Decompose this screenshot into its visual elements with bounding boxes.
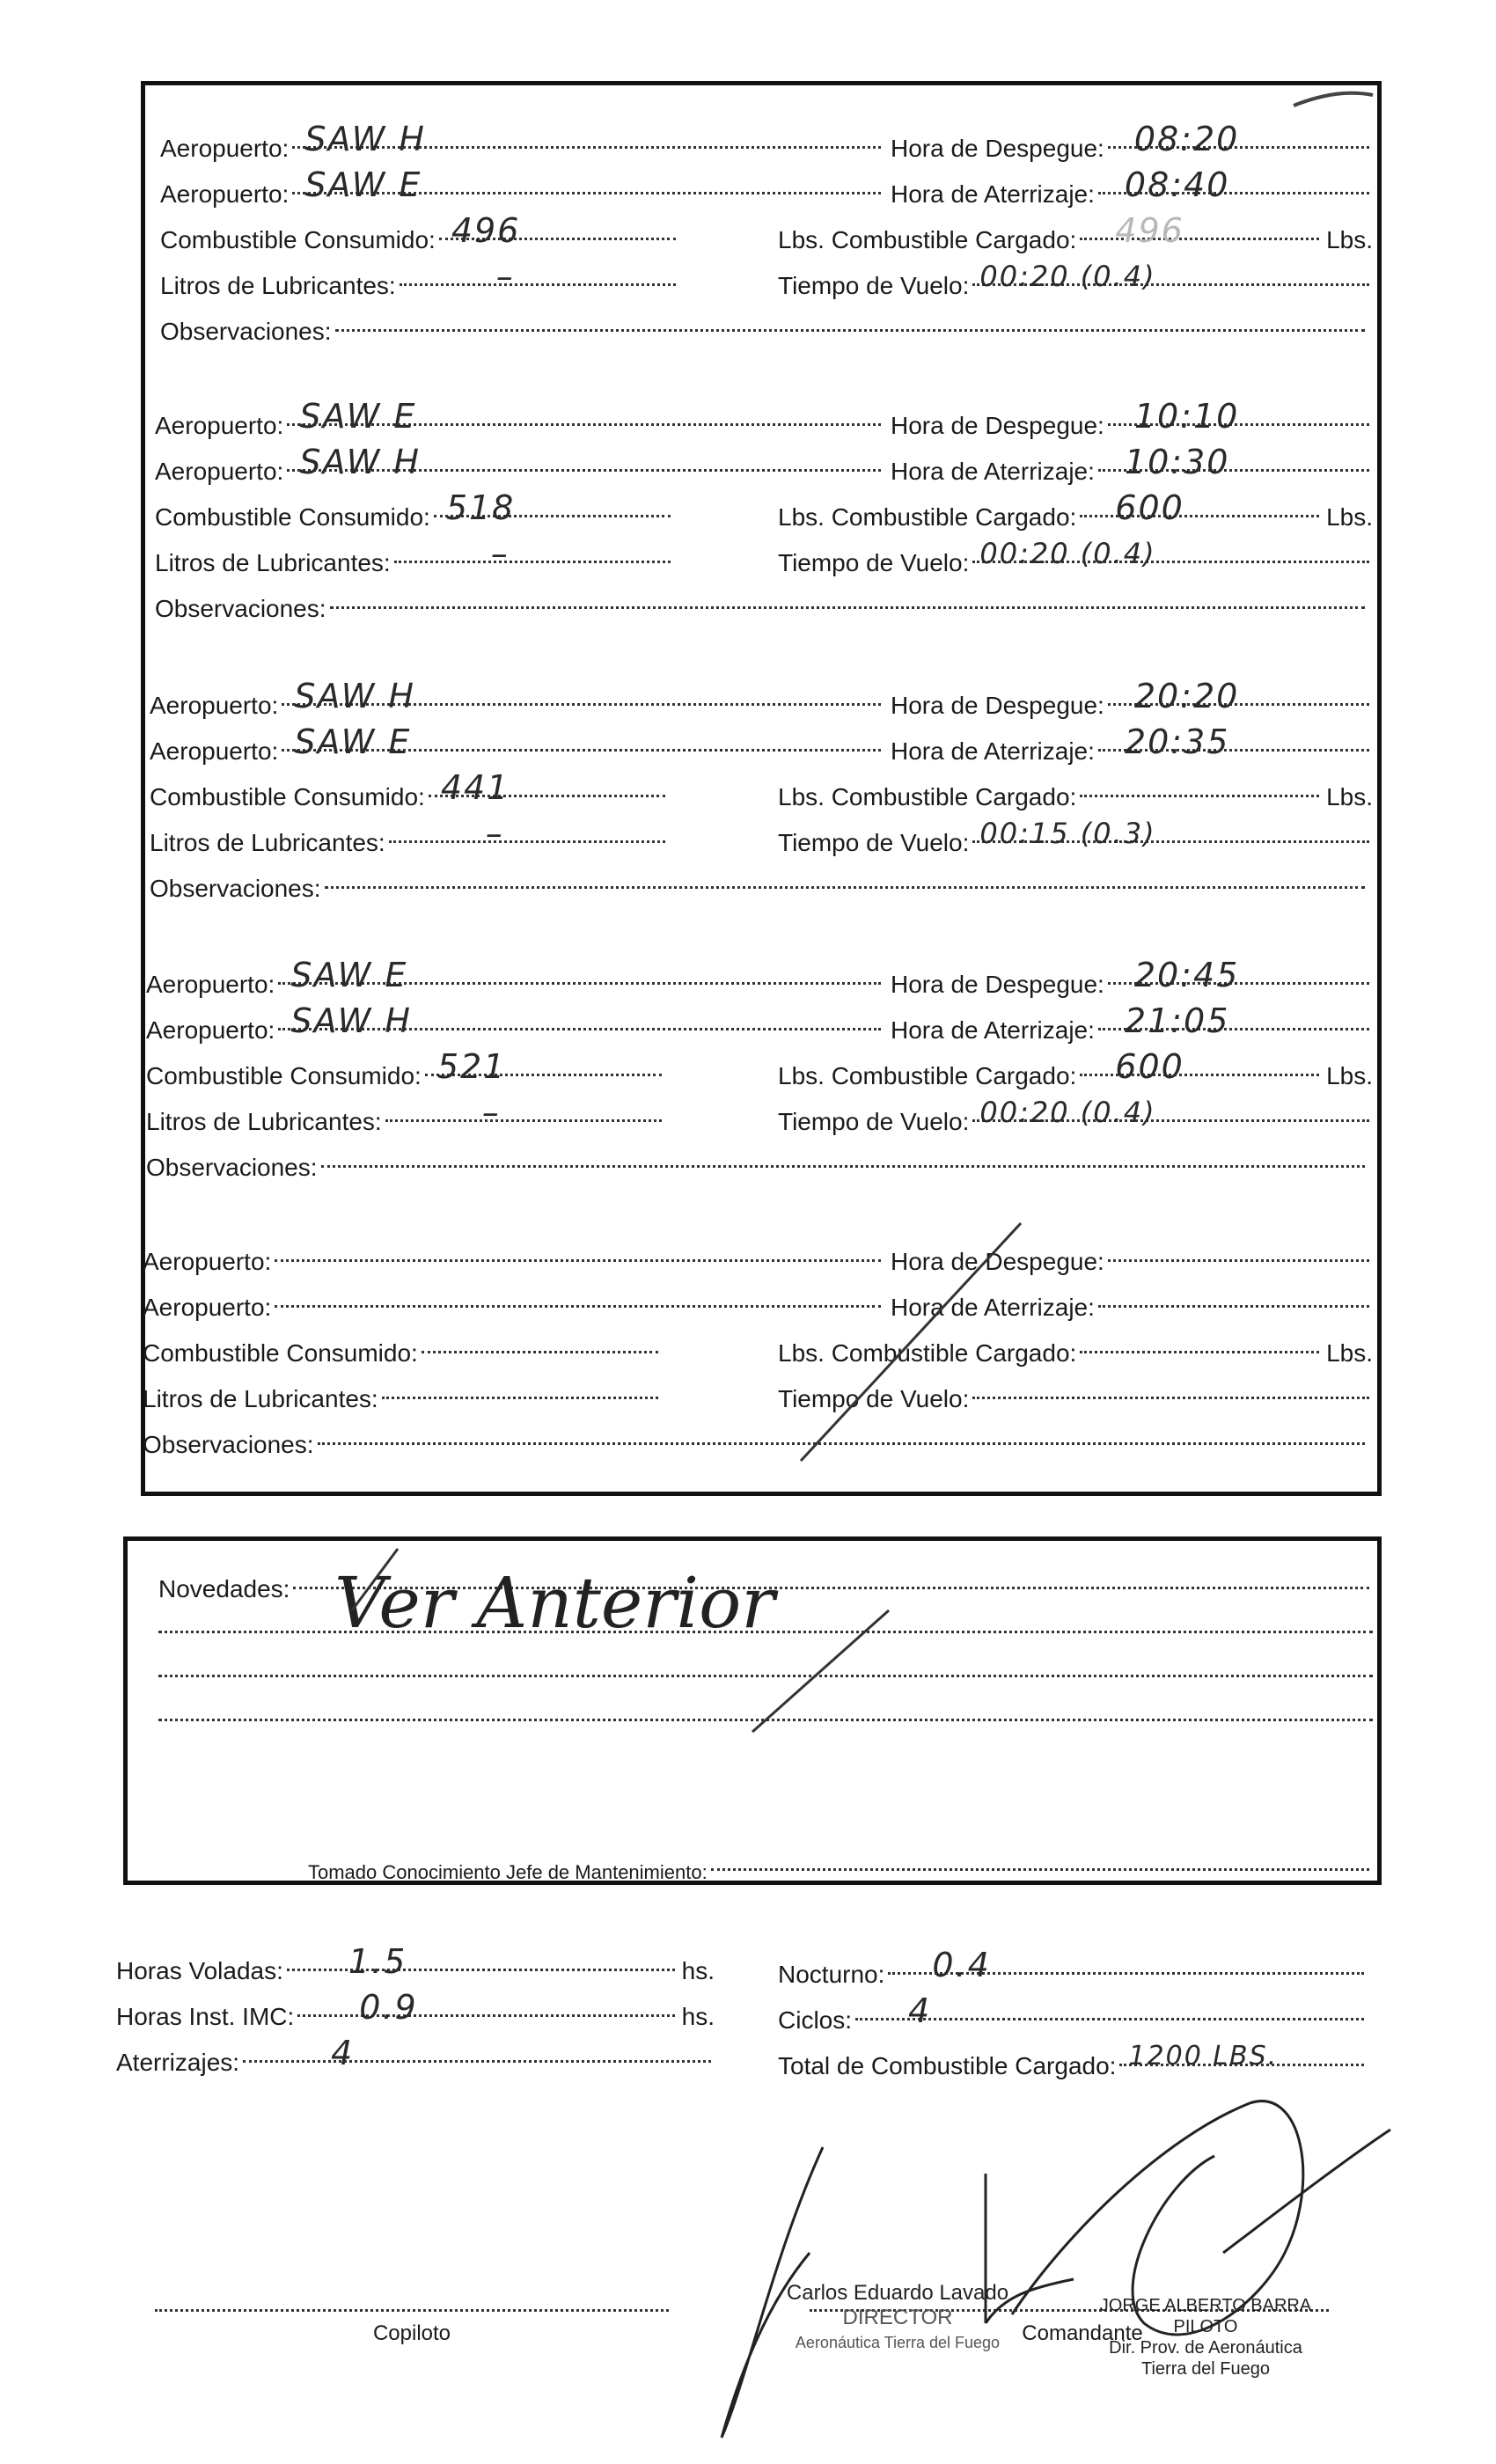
aterrizajes-row: Aterrizajes: 4 [116, 2033, 715, 2068]
leg-4-cargado: 600 [1115, 1047, 1184, 1086]
leg-1-row-3: Combustible Consumido: 496 [160, 210, 679, 246]
leg-2-consumido: 518 [445, 488, 516, 527]
leg-3-row-2: Aeropuerto: SAW E [150, 722, 884, 757]
leg-1-aterrizaje: 08:40 [1124, 165, 1230, 204]
comandante-label: Comandante [1022, 2321, 1143, 2345]
leg-1-row-5: Observaciones: [160, 302, 1368, 337]
leg-5-row-4: Litros de Lubricantes: [143, 1369, 662, 1404]
leg-2-origen: SAW E [299, 397, 417, 436]
leg-1-row-4: Litros de Lubricantes: – [160, 256, 679, 291]
leg-1-row-2-right: Hora de Aterrizaje: 08:40 [891, 165, 1373, 200]
leg-3-tiempo: 00:15 (0.3) [979, 817, 1156, 850]
piloto-stamp: JORGE ALBERTO BARRA PILOTO Dir. Prov. de Aeronáutica Tierra del Fuego [1099, 2296, 1312, 2379]
leg-4-destino: SAW H [290, 1001, 413, 1040]
leg-3-row-3: Combustible Consumido: 441 [150, 767, 669, 803]
leg-4-row-4: Litros de Lubricantes: – [146, 1092, 665, 1127]
total-combustible-value: 1200 LBS. [1128, 2041, 1279, 2072]
leg-1-origen: SAW H [304, 120, 427, 158]
leg-2-row-1-right: Hora de Despegue: 10:10 [891, 396, 1373, 431]
leg-1-lubricantes: – [495, 257, 515, 296]
leg-1-row-4-right: Tiempo de Vuelo: 00:20 (0.4) [778, 256, 1373, 291]
leg-2-tiempo: 00:20 (0.4) [979, 537, 1156, 570]
tick-top-right [1294, 93, 1373, 106]
leg-1-cargado: 496 [1115, 211, 1184, 250]
leg-5-row-1: Aeropuerto: [143, 1232, 884, 1267]
leg-3-row-4: Litros de Lubricantes: – [150, 813, 669, 848]
aterrizajes-value: 4 [331, 2034, 355, 2072]
leg-4-row-1-right: Hora de Despegue: 20:45 [891, 955, 1373, 990]
horas-imc-row: Horas Inst. IMC: 0.9 hs. [116, 1987, 715, 2022]
strike-empty-leg [801, 1223, 1021, 1461]
total-combustible-row: Total de Combustible Cargado: 1200 LBS. [778, 2036, 1368, 2072]
leg-1-tiempo: 00:20 (0.4) [979, 260, 1156, 293]
leg-4-row-4-right: Tiempo de Vuelo: 00:20 (0.4) [778, 1092, 1373, 1127]
leg-1-row-3-right: Lbs. Combustible Cargado: 496 Lbs. [778, 210, 1373, 246]
leg-3-despegue: 20:20 [1133, 677, 1240, 715]
leg-2-despegue: 10:10 [1133, 397, 1240, 436]
leg-2-row-2-right: Hora de Aterrizaje: 10:30 [891, 442, 1373, 477]
leg-3-origen: SAW H [294, 677, 416, 715]
leg-4-aterrizaje: 21:05 [1124, 1001, 1230, 1040]
leg-5-row-3: Combustible Consumido: [143, 1324, 662, 1359]
leg-2-row-1: Aeropuerto: SAW E [155, 396, 884, 431]
leg-4-row-2: Aeropuerto: SAW H [146, 1001, 884, 1036]
leg-1-row-1-right: Hora de Despegue: 08:20 [891, 119, 1373, 154]
leg-5-row-2-right: Hora de Aterrizaje: [891, 1278, 1373, 1313]
leg-3-row-2-right: Hora de Aterrizaje: 20:35 [891, 722, 1373, 757]
leg-4-row-5: Observaciones: [146, 1138, 1368, 1173]
leg-5-row-1-right: Hora de Despegue: [891, 1232, 1373, 1267]
nocturno-row: Nocturno: 0.4 [778, 1945, 1368, 1980]
leg-4-row-1: Aeropuerto: SAW E [146, 955, 884, 990]
leg-4-lubricantes: – [481, 1093, 501, 1132]
piloto-signature-icon [1012, 2101, 1390, 2335]
leg-2-aterrizaje: 10:30 [1124, 443, 1230, 481]
leg-2-lubricantes: – [490, 534, 510, 573]
novedades-label: Novedades: [158, 1575, 290, 1602]
leg-3-row-1-right: Hora de Despegue: 20:20 [891, 676, 1373, 711]
leg-3-row-5: Observaciones: [150, 859, 1368, 894]
nocturno-value: 0.4 [932, 1946, 991, 1984]
leg-4-row-3: Combustible Consumido: 521 [146, 1046, 665, 1082]
leg-2-row-2: Aeropuerto: SAW H [155, 442, 884, 477]
leg-5-row-3-right: Lbs. Combustible Cargado: Lbs. [778, 1324, 1373, 1359]
leg-5-row-4-right: Tiempo de Vuelo: [778, 1369, 1373, 1404]
horas-voladas-value: 1.5 [348, 1942, 407, 1981]
leg-1-row-1: Aeropuerto: SAW H [160, 119, 884, 154]
leg-3-row-1: Aeropuerto: SAW H [150, 676, 884, 711]
leg-3-row-3-right: Lbs. Combustible Cargado: Lbs. [778, 767, 1373, 803]
leg-4-origen: SAW E [290, 956, 408, 994]
strike-novedades-top [352, 1549, 398, 1610]
leg-4-despegue: 20:45 [1133, 956, 1240, 994]
leg-5-row-2: Aeropuerto: [143, 1278, 884, 1313]
leg-2-row-5: Observaciones: [155, 579, 1368, 614]
copiloto-label: Copiloto [372, 2321, 451, 2345]
jefe-label: Tomado Conocimiento Jefe de Mantenimiento: [308, 1861, 708, 1883]
director-signature-icon [722, 2147, 1074, 2438]
ciclos-value: 4 [908, 1991, 932, 2030]
leg-1-row-2: Aeropuerto: SAW E [160, 165, 884, 200]
leg-5-row-5: Observaciones: [143, 1415, 1368, 1450]
ciclos-row: Ciclos: 4 [778, 1991, 1368, 2026]
leg-3-destino: SAW E [294, 722, 412, 761]
leg-2-row-4: Litros de Lubricantes: – [155, 533, 674, 568]
leg-2-cargado: 600 [1115, 488, 1184, 527]
leg-1-consumido: 496 [451, 211, 521, 250]
leg-1-destino: SAW E [304, 165, 422, 204]
leg-3-row-4-right: Tiempo de Vuelo: 00:15 (0.3) [778, 813, 1373, 848]
director-stamp: Carlos Eduardo Lavado DIRECTOR Aeronáutica Tierra del Fuego [786, 2281, 1009, 2351]
strike-novedades [752, 1610, 889, 1732]
leg-4-consumido: 521 [436, 1047, 507, 1086]
leg-3-lubricantes: – [485, 814, 504, 853]
leg-1-despegue: 08:20 [1133, 120, 1240, 158]
leg-3-consumido: 441 [440, 768, 510, 807]
leg-4-row-3-right: Lbs. Combustible Cargado: 600 Lbs. [778, 1046, 1373, 1082]
leg-2-row-3-right: Lbs. Combustible Cargado: 600 Lbs. [778, 488, 1373, 523]
leg-4-tiempo: 00:20 (0.4) [979, 1096, 1156, 1129]
horas-imc-value: 0.9 [359, 1988, 418, 2027]
novedades-text: Ver Anterior [334, 1562, 775, 1644]
leg-2-destino: SAW H [299, 443, 422, 481]
leg-3-aterrizaje: 20:35 [1124, 722, 1230, 761]
leg-4-row-2-right: Hora de Aterrizaje: 21:05 [891, 1001, 1373, 1036]
horas-voladas-row: Horas Voladas: 1.5 hs. [116, 1941, 715, 1976]
leg-2-row-3: Combustible Consumido: 518 [155, 488, 674, 523]
leg-2-row-4-right: Tiempo de Vuelo: 00:20 (0.4) [778, 533, 1373, 568]
